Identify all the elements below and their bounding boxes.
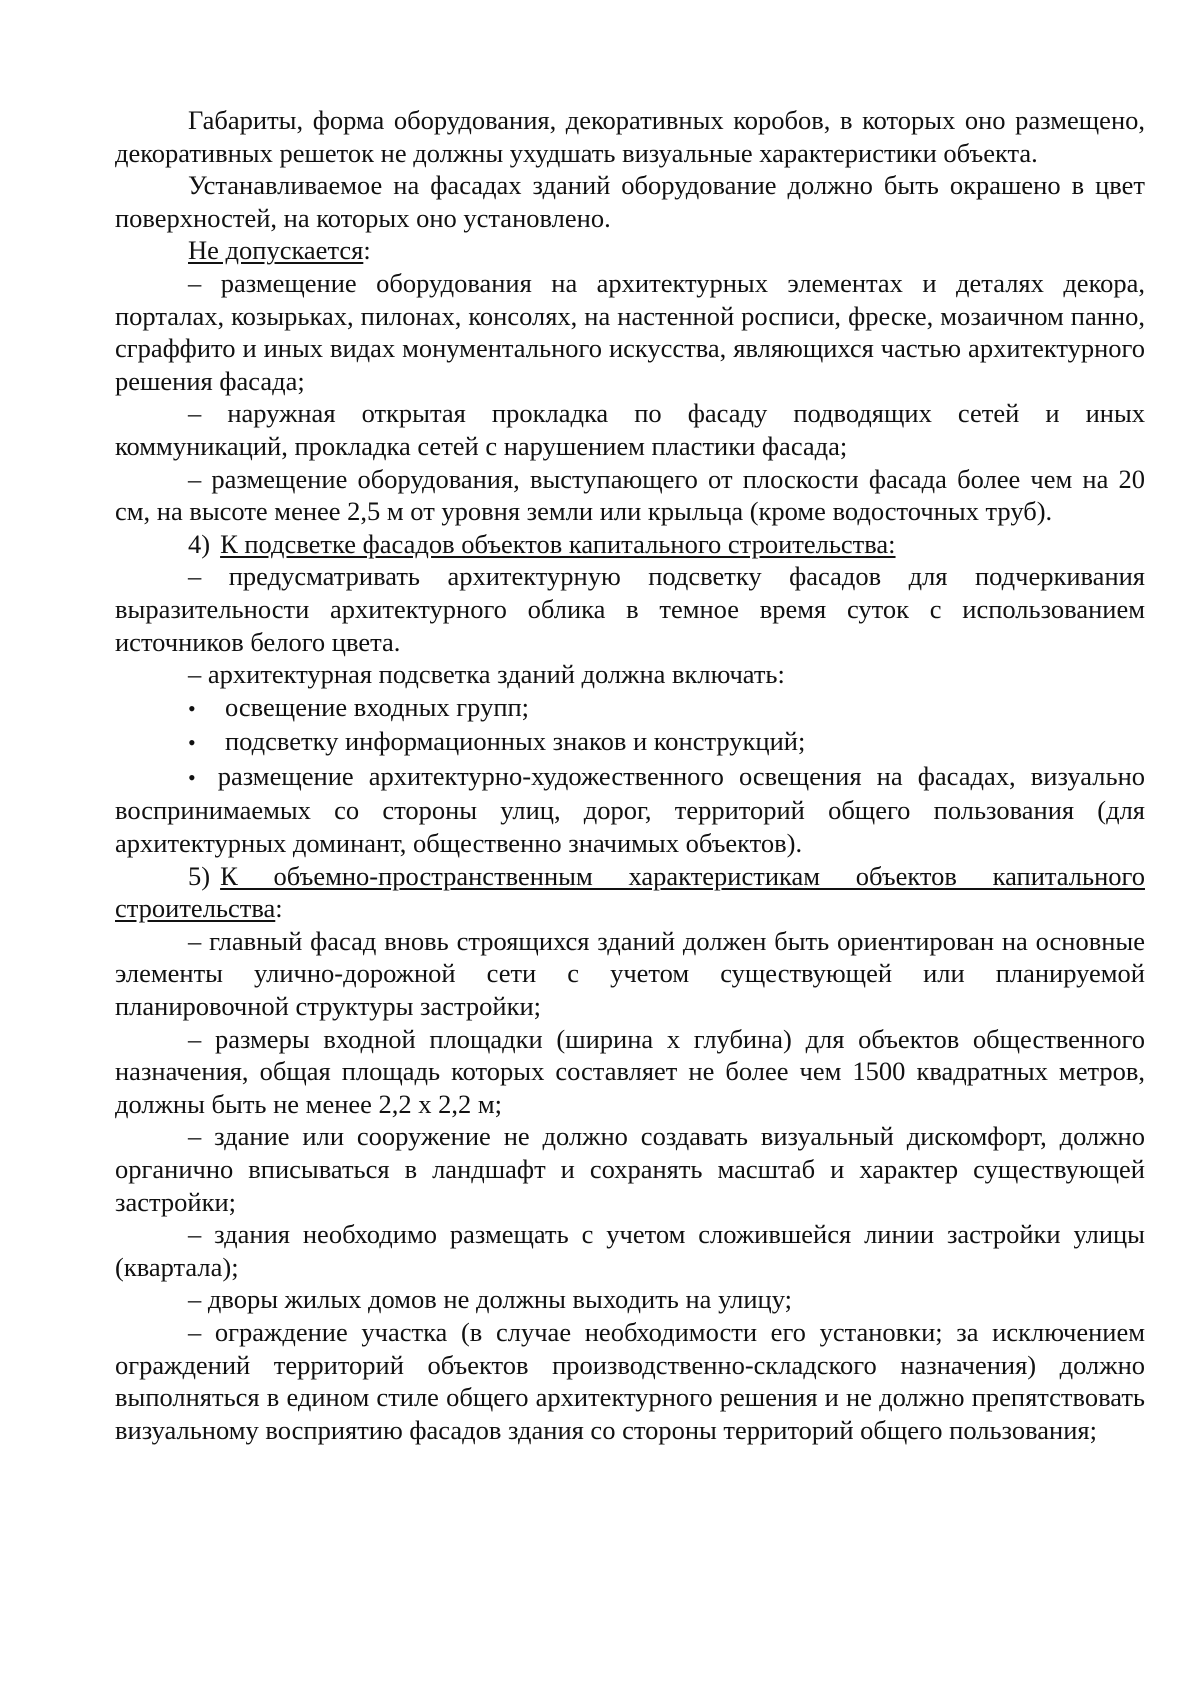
section-5-item-4: – здания необходимо размещать с учетом сложившейся линии застройки улицы (квартала); (115, 1219, 1145, 1282)
not-allowed-item-2: – наружная открытая прокладка по фасаду подводящих сетей и иных коммуникаций, прокладка сетей с нарушением пластики фасада; (115, 398, 1145, 461)
section-5-heading (115, 860, 1145, 925)
section-5-item-3: – здание или сооружение не должно создавать визуальный дискомфорт, должно органично вписываться в ландшафт и сохранять масштаб и характер существующей застройки; (115, 1121, 1145, 1217)
section-5-item-1: – главный фасад вновь строящихся зданий должен быть ориентирован на основные элементы улично-дорожной сети с учетом существующей или планируемой планировочной структуры застройки; (115, 925, 1145, 1022)
not-allowed-colon: : (363, 235, 371, 266)
section-4-item-2: – архитектурная подсветка зданий должна включать: (188, 659, 785, 690)
bullet-text: освещение входных групп; (225, 691, 530, 722)
section-4-title: К подсветке фасадов объектов капитального строительства: (220, 528, 896, 559)
bullet-icon: • (188, 764, 196, 790)
section-5-colon: : (275, 893, 283, 924)
section-5-number: 5) (188, 860, 211, 891)
not-allowed-item-3: – размещение оборудования, выступающего от плоскости фасада более чем на 20 см, на высоте менее 2,5 м от уровня земли или крыльца (кроме водосточных труб). (115, 463, 1145, 527)
paragraph-dimensions: Габариты, форма оборудования, декоративных коробов, в которых оно размещено, декоративных решеток не должны ухудшать визуальные характеристики объекта. (115, 105, 1145, 168)
bullet-icon: • (188, 695, 196, 721)
section-4-number: 4) (188, 528, 211, 559)
bullet-item-2 (115, 725, 1145, 760)
section-5-item-2: – размеры входной площадки (ширина х глубина) для объектов общественного назначения, общая площадь которых составляет не более чем 1500 квадратных метров, должны быть не менее 2,2 х 2,2 м; (115, 1023, 1145, 1119)
not-allowed-label: Не допускается (188, 235, 364, 266)
paragraph-equipment-color: Устанавливаемое на фасадах зданий оборудование должно быть окрашено в цвет поверхностей, на которых оно установлено. (115, 170, 1145, 233)
not-allowed-heading (115, 234, 1145, 267)
not-allowed-item-1: – размещение оборудования на архитектурных элементах и деталях декора, порталах, козырьках, пилонах, консолях, на настенной росписи, фреске, мозаичном панно, сграффито и иных видах монументального искусства, являющихся частью архитектурного решения фасада; (115, 267, 1145, 396)
bullet-text: подсветку информационных знаков и конструкций; (225, 726, 806, 757)
section-4-heading (115, 528, 1145, 561)
section-5-item-6: – ограждение участка (в случае необходимости его установки; за исключением ограждений территорий объектов производственно-складского назначения) должно выполняться в едином стиле общего архитектурного решения и не должно препятствовать визуальному восприятию фасадов здания со стороны территорий общего пользования; (115, 1316, 1145, 1445)
section-5-title: К объемно-пространственным характеристикам объектов капитального строительства (115, 860, 1145, 924)
document-page (115, 104, 1145, 1446)
bullet-text: размещение архитектурно-художественного освещения на фасадах, визуально воспринимаемых со стороны улиц, дорог, территорий общего пользования (для архитектурных доминант, общественно значимых объектов). (115, 760, 1145, 859)
bullet-icon: • (188, 730, 196, 756)
bullet-item-1 (115, 691, 1145, 726)
section-4-item-1: – предусматривать архитектурную подсветку фасадов для подчеркивания выразительности архитектурного облика в темное время суток с использованием источников белого цвета. (115, 561, 1145, 657)
section-5-item-5: – дворы жилых домов не должны выходить на улицу; (188, 1284, 793, 1315)
bullet-item-3 (115, 760, 1145, 860)
